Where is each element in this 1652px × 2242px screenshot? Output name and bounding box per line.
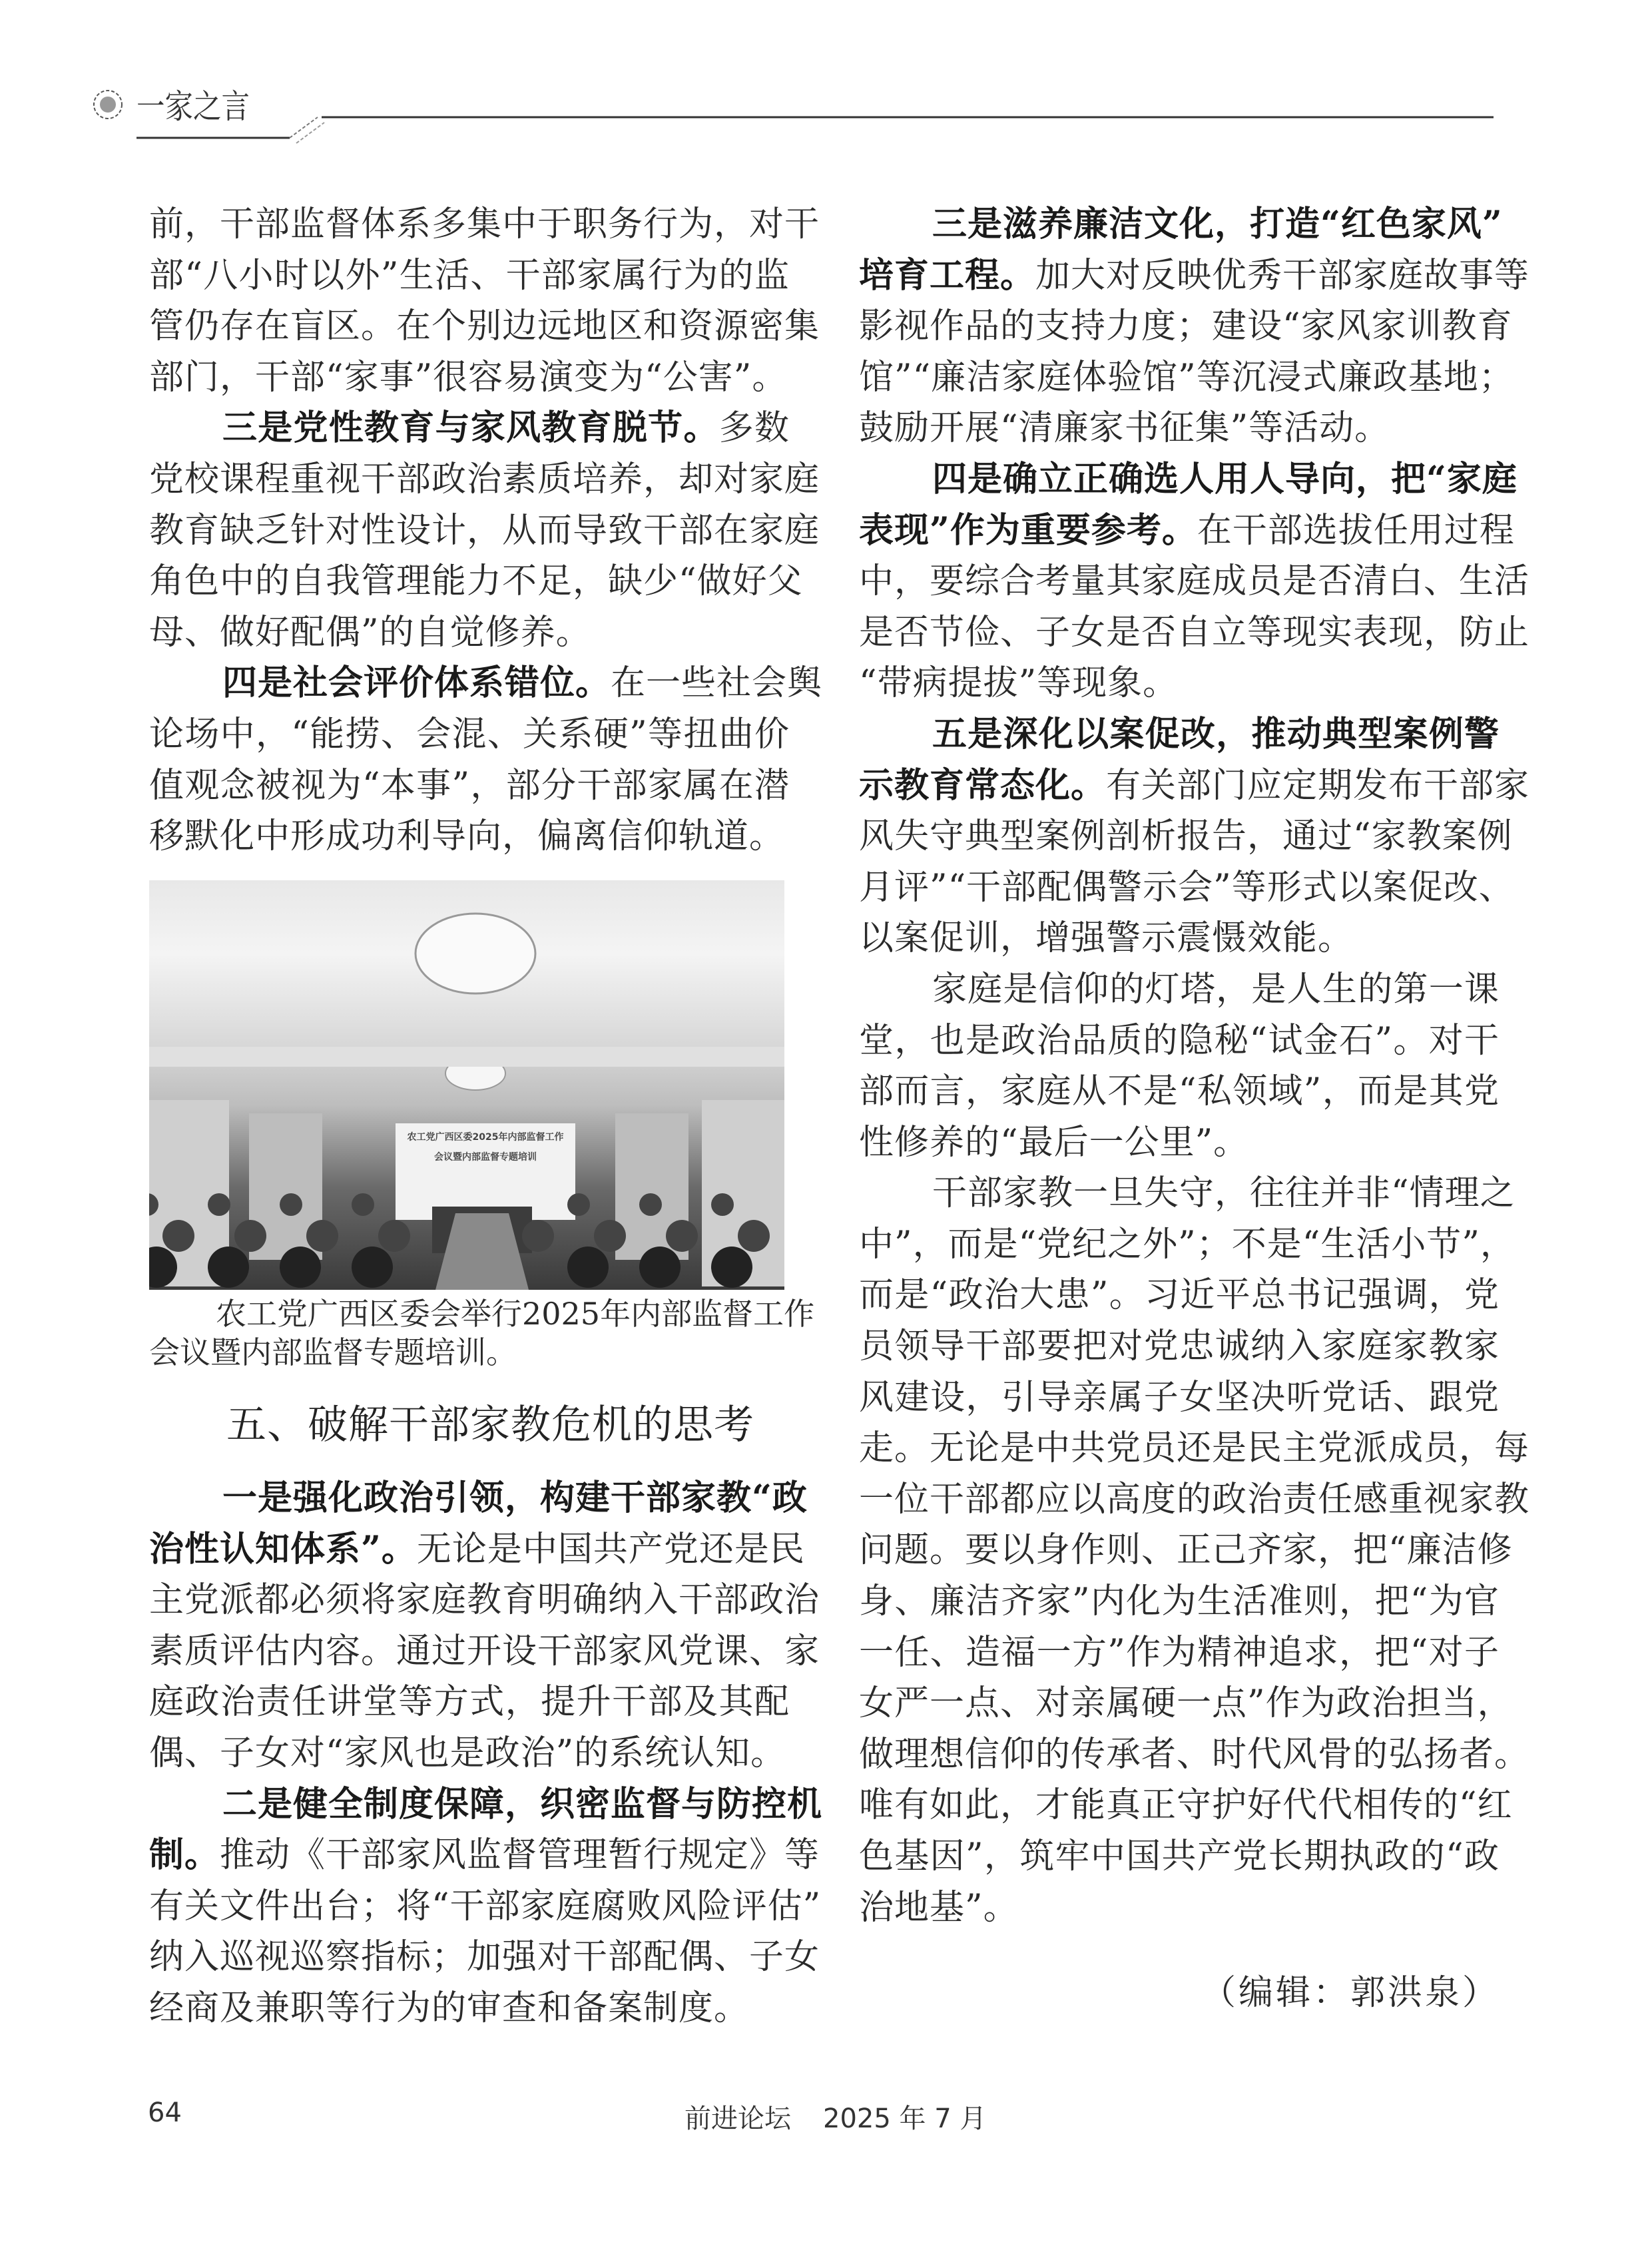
text-line <box>859 1321 1500 1372</box>
text-line <box>859 1780 1513 1831</box>
circle-bullet-icon <box>92 89 124 121</box>
text-line <box>149 505 820 557</box>
body-text: 风失守典型案例剖析报告，通过“家教案例 <box>859 816 1513 857</box>
text-line <box>149 454 820 505</box>
body-text: 庭政治责任讲堂等方式，提升干部及其配 <box>149 1682 790 1723</box>
text-line <box>859 862 1514 914</box>
body-text: 管仍存在盲区。在个别边远地区和资源密集 <box>149 306 820 347</box>
text-line <box>859 1423 1530 1474</box>
body-text: 走。无论是中共党员还是民主党派成员，每 <box>859 1428 1530 1469</box>
audience-member <box>234 1220 266 1252</box>
photo-banner-line2: 会议暨内部监督专题培训 <box>434 1152 537 1163</box>
text-line <box>149 352 790 404</box>
audience-member <box>594 1220 626 1252</box>
body-text: 有关文件出台；将“干部家庭腐败风险评估” <box>149 1886 822 1926</box>
audience-member <box>567 1247 609 1288</box>
body-text: 是否节俭、子女是否自立等现实表现，防止 <box>859 612 1530 653</box>
editor-note: （编辑：郭洪泉） <box>1201 1973 1500 2013</box>
text-line <box>859 1831 1500 1882</box>
caption-line: 会议暨内部监督专题培训。 <box>149 1334 517 1370</box>
body-text: 偶、子女对“家风也是政治”的系统认知。 <box>149 1733 786 1773</box>
body-text: 鼓励开展“清廉家书征集”等活动。 <box>859 408 1390 449</box>
text-line <box>859 1270 1500 1321</box>
body-text: 馆”“廉洁家庭体验馆”等沉浸式廉政基地； <box>859 357 1514 398</box>
body-text: 员领导干部要把对党忠诚纳入家庭家教家 <box>859 1326 1500 1367</box>
text-line <box>859 454 1517 505</box>
text-line <box>859 403 1500 454</box>
text-line <box>149 1728 790 1779</box>
text-line <box>149 403 790 454</box>
bold-lead-text: 一是强化政治引领，构建干部家教“政 <box>222 1478 808 1518</box>
body-text: 做理想信仰的传承者、时代风骨的弘扬者。 <box>859 1734 1530 1775</box>
section-heading: 五、破解干部家教危机的思考 <box>226 1402 754 1448</box>
text-line <box>149 556 803 607</box>
audience-member <box>711 1193 734 1216</box>
text-line <box>859 1219 1515 1270</box>
body-text: 中，要综合考量其家庭成员是否清白、生活 <box>859 561 1530 602</box>
text-line <box>859 964 1500 1015</box>
text-line <box>859 709 1500 760</box>
text-line <box>149 1677 790 1728</box>
text-line <box>859 811 1513 862</box>
body-text: 素质评估内容。通过开设干部家风党课、家 <box>149 1631 820 1671</box>
body-text: 风建设，引导亲属子女坚决听党话、跟党 <box>859 1377 1500 1418</box>
text-line <box>149 1524 805 1575</box>
audience-member <box>666 1220 698 1252</box>
bold-lead-text: 制。 <box>149 1834 220 1876</box>
bold-lead-text: 治性认知体系”。 <box>149 1528 417 1569</box>
body-text: 党校课程重视干部政治素质培养，却对家庭 <box>149 459 820 499</box>
bold-lead-text: 三是党性教育与家风教育脱节。 <box>222 408 719 449</box>
audience-member <box>738 1220 770 1252</box>
text-line <box>859 1678 1513 1729</box>
text-line <box>149 811 790 862</box>
text-line <box>859 301 1513 352</box>
text-line <box>859 1729 1530 1781</box>
body-text: 唯有如此，才能真正守护好代代相传的“红 <box>859 1785 1513 1826</box>
audience-member <box>149 1193 158 1216</box>
text-line <box>149 658 823 709</box>
text-line <box>859 352 1514 404</box>
section-header <box>0 0 1652 160</box>
audience-member <box>280 1193 302 1216</box>
right-column <box>859 199 1530 1933</box>
text-line <box>859 1117 1500 1169</box>
text-line <box>859 250 1530 302</box>
body-text: 问题。要以身作则、正己齐家，把“廉洁修 <box>859 1530 1513 1571</box>
audience-member <box>522 1220 554 1252</box>
bold-lead-text: 培育工程。 <box>859 254 1036 296</box>
body-text: 色基因”，筑牢中国共产党长期执政的“政 <box>859 1836 1500 1876</box>
audience <box>149 1193 784 1290</box>
text-line <box>859 1168 1515 1219</box>
audience-member <box>280 1247 321 1288</box>
body-text: 无论是中国共产党还是民 <box>416 1529 805 1569</box>
audience-member <box>306 1220 338 1252</box>
audience-member <box>208 1247 249 1288</box>
audience-member <box>208 1193 230 1216</box>
text-line <box>859 1525 1513 1576</box>
text-line <box>859 913 1500 964</box>
bold-lead-text: 四是社会评价体系错位。 <box>222 663 611 704</box>
audience-member <box>711 1247 752 1288</box>
audience-member <box>149 1247 177 1288</box>
body-text: 影视作品的支持力度；建设“家风家训教育 <box>859 306 1513 347</box>
text-line <box>149 1881 822 1932</box>
text-line <box>859 1066 1500 1117</box>
text-line <box>149 1626 820 1677</box>
text-line <box>149 1983 790 2034</box>
body-text: 母、做好配偶”的自觉修养。 <box>149 612 591 653</box>
body-text: 而是“政治大患”。习近平总书记强调，党 <box>859 1275 1500 1316</box>
text-line <box>149 1779 823 1830</box>
bold-lead-text: 示教育常态化。 <box>859 764 1107 806</box>
bold-lead-text: 三是滋养廉洁文化，打造“红色家风” <box>932 204 1503 244</box>
audience-member <box>567 1193 590 1216</box>
text-line <box>149 199 820 250</box>
body-text: 论场中，“能捞、会混、关系硬”等扭曲价 <box>149 714 790 754</box>
body-text: 在一些社会舆 <box>611 663 823 704</box>
text-line <box>859 1627 1500 1679</box>
body-text: 干部家教一旦失守，往往并非“情理之 <box>932 1173 1515 1214</box>
text-line <box>859 1474 1530 1526</box>
text-line <box>859 760 1530 812</box>
bold-lead-text: 二是健全制度保障，织密监督与防控机 <box>222 1783 823 1824</box>
text-line <box>859 556 1530 607</box>
photo-banner-line1: 农工党广西区委2025年内部监督工作 <box>407 1132 564 1143</box>
text-line <box>859 1015 1500 1067</box>
body-text: 性修养的“最后一公里”。 <box>859 1122 1249 1163</box>
photo-caption <box>149 1294 815 1372</box>
body-text: 前，干部监督体系多集中于职务行为，对干 <box>149 204 820 244</box>
text-line <box>859 658 1500 709</box>
audience-member <box>352 1193 374 1216</box>
body-text: 经商及兼职等行为的审查和备案制度。 <box>149 1988 750 2028</box>
body-text: 中”，而是“党纪之外”；不是“生活小节”， <box>859 1224 1515 1264</box>
caption-line: 农工党广西区委会举行2025年内部监督工作 <box>216 1296 815 1332</box>
body-text: 在干部选拔任用过程 <box>1197 510 1515 551</box>
text-line <box>149 709 790 760</box>
text-line <box>859 1576 1500 1627</box>
body-text: 女严一点、对亲属硬一点”作为政治担当， <box>859 1683 1513 1724</box>
text-line <box>859 199 1503 250</box>
body-text: “带病提拔”等现象。 <box>859 663 1179 704</box>
body-text: 有关部门应定期发布干部家 <box>1106 765 1530 806</box>
audience-member <box>639 1247 681 1288</box>
left-column-bottom <box>149 1473 823 2034</box>
text-line <box>149 1932 820 1983</box>
journal-name: 前进论坛 <box>685 2103 791 2134</box>
body-text: 一位干部都应以高度的政治责任感重视家教 <box>859 1479 1530 1520</box>
body-text: 主党派都必须将家庭教育明确纳入干部政治 <box>149 1580 820 1621</box>
bold-lead-text: 四是确立正确选人用人导向，把“家庭 <box>932 458 1517 499</box>
text-line <box>149 250 790 302</box>
issue-date: 2025 年 7 月 <box>823 2103 987 2134</box>
body-text: 加大对反映优秀干部家庭故事等 <box>1035 255 1530 296</box>
header-rule <box>137 110 1508 150</box>
audience-member <box>162 1220 194 1252</box>
body-text: 教育缺乏针对性设计，从而导致干部在家庭 <box>149 510 820 551</box>
body-text: 堂，也是政治品质的隐秘“试金石”。对干 <box>859 1020 1500 1061</box>
text-line <box>149 1473 808 1524</box>
text-line <box>149 607 790 659</box>
text-line <box>149 760 790 812</box>
audience-member <box>352 1247 393 1288</box>
text-line <box>859 1372 1500 1424</box>
text-line <box>859 607 1530 659</box>
text-line <box>149 301 820 352</box>
text-line <box>149 1575 820 1626</box>
body-text: 角色中的自我管理能力不足，缺少“做好父 <box>149 561 803 602</box>
body-text: 移默化中形成功利导向，偏离信仰轨道。 <box>149 816 785 857</box>
body-text: 一任、造福一方”作为精神追求，把“对子 <box>859 1632 1500 1673</box>
body-text: 纳入巡视巡察指标；加强对干部配偶、子女 <box>149 1937 820 1978</box>
body-text: 多数 <box>718 408 790 449</box>
bold-lead-text: 表现”作为重要参考。 <box>859 509 1197 551</box>
body-text: 身、廉洁齐家”内化为生活准则，把“为官 <box>859 1581 1500 1622</box>
text-line <box>149 1830 820 1881</box>
body-text: 部“八小时以外”生活、干部家属行为的监 <box>149 255 790 296</box>
body-text: 家庭是信仰的灯塔，是人生的第一课 <box>932 969 1500 1009</box>
bold-lead-text: 五是深化以案促改，推动典型案例警 <box>932 713 1500 754</box>
meeting-photo <box>149 880 784 1290</box>
body-text: 值观念被视为“本事”，部分干部家属在潜 <box>149 765 790 806</box>
body-text: 治地基”。 <box>859 1887 1019 1928</box>
left-column-top <box>149 199 823 862</box>
body-text: 推动《干部家风监督管理暂行规定》等 <box>220 1835 820 1876</box>
audience-member <box>639 1193 662 1216</box>
page-number: 64 <box>148 2098 182 2128</box>
text-line <box>859 1882 1500 1934</box>
body-text: 月评”“干部配偶警示会”等形式以案促改、 <box>859 867 1514 908</box>
body-text: 以案促训，增强警示震慑效能。 <box>859 918 1354 959</box>
body-text: 部门，干部“家事”很容易演变为“公害”。 <box>149 357 788 398</box>
text-line <box>859 505 1515 557</box>
section-title: 一家之言 <box>137 87 250 126</box>
body-text: 部而言，家庭从不是“私领域”，而是其党 <box>859 1071 1500 1112</box>
audience-member <box>378 1220 410 1252</box>
